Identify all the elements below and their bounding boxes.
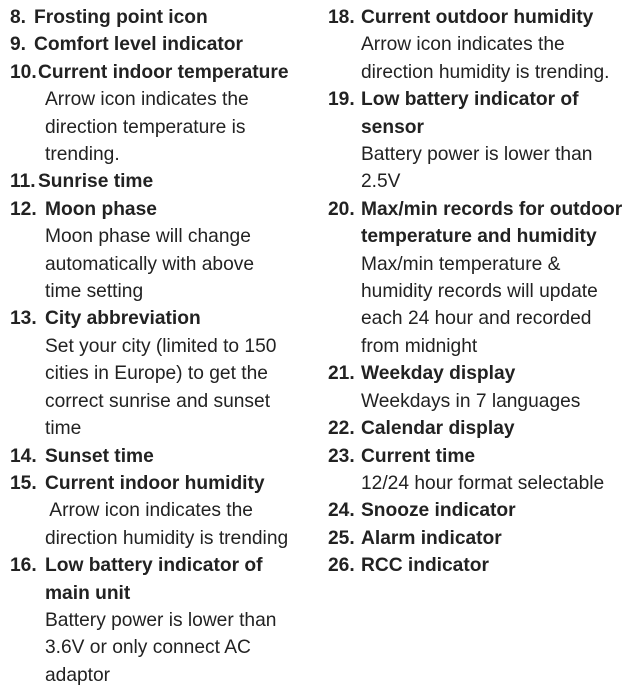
item-number: 19.	[328, 89, 355, 111]
item-heading	[10, 470, 315, 497]
item-title: Moon phase	[45, 198, 157, 220]
legend-item	[328, 415, 642, 442]
item-description-line: adaptor	[45, 664, 111, 686]
item-heading	[10, 59, 315, 86]
legend-item	[10, 470, 315, 552]
item-number: 14.	[10, 445, 37, 467]
item-heading-continued	[10, 580, 315, 607]
item-description-line: trending.	[45, 144, 120, 166]
item-description-line: time	[45, 418, 82, 440]
item-heading	[328, 525, 642, 552]
legend-item	[328, 86, 642, 196]
item-description-line: 12/24 hour format selectable	[361, 472, 605, 494]
legend-item	[328, 443, 642, 498]
legend-item	[328, 360, 642, 415]
item-description-line: time setting	[45, 281, 144, 303]
item-description-line: Weekdays in 7 languages	[361, 390, 581, 412]
item-title: temperature and humidity	[361, 226, 597, 248]
item-number: 26.	[328, 555, 355, 577]
item-description-line: 2.5V	[361, 171, 401, 193]
item-title: Sunset time	[45, 445, 154, 467]
legend-item	[10, 196, 315, 306]
item-number: 18.	[328, 7, 355, 28]
item-description-line: Battery power is lower than	[45, 609, 277, 631]
item-number: 22.	[328, 418, 355, 440]
item-title: Max/min records for outdoor	[361, 198, 623, 220]
item-description-line: Battery power is lower than	[361, 144, 593, 166]
item-number: 8.	[10, 7, 27, 28]
legend-item	[10, 31, 315, 58]
item-heading	[328, 4, 642, 31]
item-title: Weekday display	[361, 363, 516, 385]
item-title: Alarm indicator	[361, 527, 502, 549]
item-number: 16.	[10, 555, 37, 577]
item-number: 10.	[10, 61, 37, 83]
item-description-line: Arrow icon indicates the	[361, 34, 565, 56]
item-title: City abbreviation	[45, 308, 201, 330]
item-number: 9.	[10, 34, 27, 56]
item-heading	[10, 552, 315, 579]
item-title: Current indoor humidity	[45, 472, 265, 494]
item-heading	[328, 415, 642, 442]
item-heading	[328, 360, 642, 387]
legend-item	[10, 552, 315, 689]
left-column	[10, 4, 315, 689]
legend-item	[328, 552, 642, 579]
item-description-line: direction temperature is	[45, 116, 246, 138]
legend-item	[10, 4, 315, 31]
item-description-line: correct sunrise and sunset	[45, 390, 271, 412]
item-heading	[10, 443, 315, 470]
legend-item	[328, 4, 642, 86]
legend-item	[328, 497, 642, 524]
item-number: 21.	[328, 363, 355, 385]
item-title: Comfort level indicator	[34, 34, 243, 56]
item-heading	[10, 31, 315, 58]
item-number: 20.	[328, 198, 355, 220]
item-description-line: cities in Europe) to get the	[45, 363, 268, 385]
item-title: Frosting point icon	[34, 7, 208, 28]
item-title: sensor	[361, 116, 424, 138]
item-number: 24.	[328, 500, 355, 522]
item-description-line: Arrow icon indicates the	[45, 89, 249, 111]
item-heading-continued	[328, 114, 642, 141]
item-description-line: direction humidity is trending	[45, 527, 289, 549]
item-description-line: 3.6V or only connect AC	[45, 637, 251, 659]
item-title: Sunrise time	[38, 171, 154, 193]
item-description-line: Set your city (limited to 150	[45, 335, 277, 357]
item-description-line: automatically with above	[45, 253, 255, 275]
item-heading	[328, 196, 642, 223]
item-number: 15.	[10, 472, 37, 494]
item-heading	[328, 86, 642, 113]
item-number: 12.	[10, 198, 37, 220]
item-title: RCC indicator	[361, 555, 489, 577]
item-title: Low battery indicator of	[361, 89, 579, 111]
item-heading	[10, 196, 315, 223]
item-title: Current indoor temperature	[38, 61, 289, 83]
item-heading	[328, 443, 642, 470]
item-number: 25.	[328, 527, 355, 549]
right-column	[328, 4, 642, 580]
item-title: Calendar display	[361, 418, 515, 440]
item-number: 11.	[10, 171, 36, 193]
item-description-line: Moon phase will change	[45, 226, 251, 248]
item-heading	[10, 305, 315, 332]
item-description-line: Arrow icon indicates the	[45, 500, 253, 522]
legend-item	[10, 59, 315, 169]
item-description-line: direction humidity is trending.	[361, 61, 610, 83]
item-description-line: each 24 hour and recorded	[361, 308, 592, 330]
item-number: 23.	[328, 445, 355, 467]
item-number: 13.	[10, 308, 37, 330]
item-title: Snooze indicator	[361, 500, 516, 522]
item-title: Current outdoor humidity	[361, 7, 594, 28]
legend-item	[10, 168, 315, 195]
item-heading-continued	[328, 223, 642, 250]
legend-item	[328, 196, 642, 360]
legend-item	[10, 305, 315, 442]
item-title: Low battery indicator of	[45, 555, 263, 577]
item-description-line: Max/min temperature &	[361, 253, 561, 275]
item-description-line: humidity records will update	[361, 281, 598, 303]
item-title: main unit	[45, 582, 131, 604]
item-heading	[328, 497, 642, 524]
item-description-line: from midnight	[361, 335, 478, 357]
item-heading	[10, 4, 315, 31]
item-title: Current time	[361, 445, 476, 467]
item-heading	[328, 552, 642, 579]
legend-item	[10, 443, 315, 470]
item-heading	[10, 168, 315, 195]
legend-item	[328, 525, 642, 552]
